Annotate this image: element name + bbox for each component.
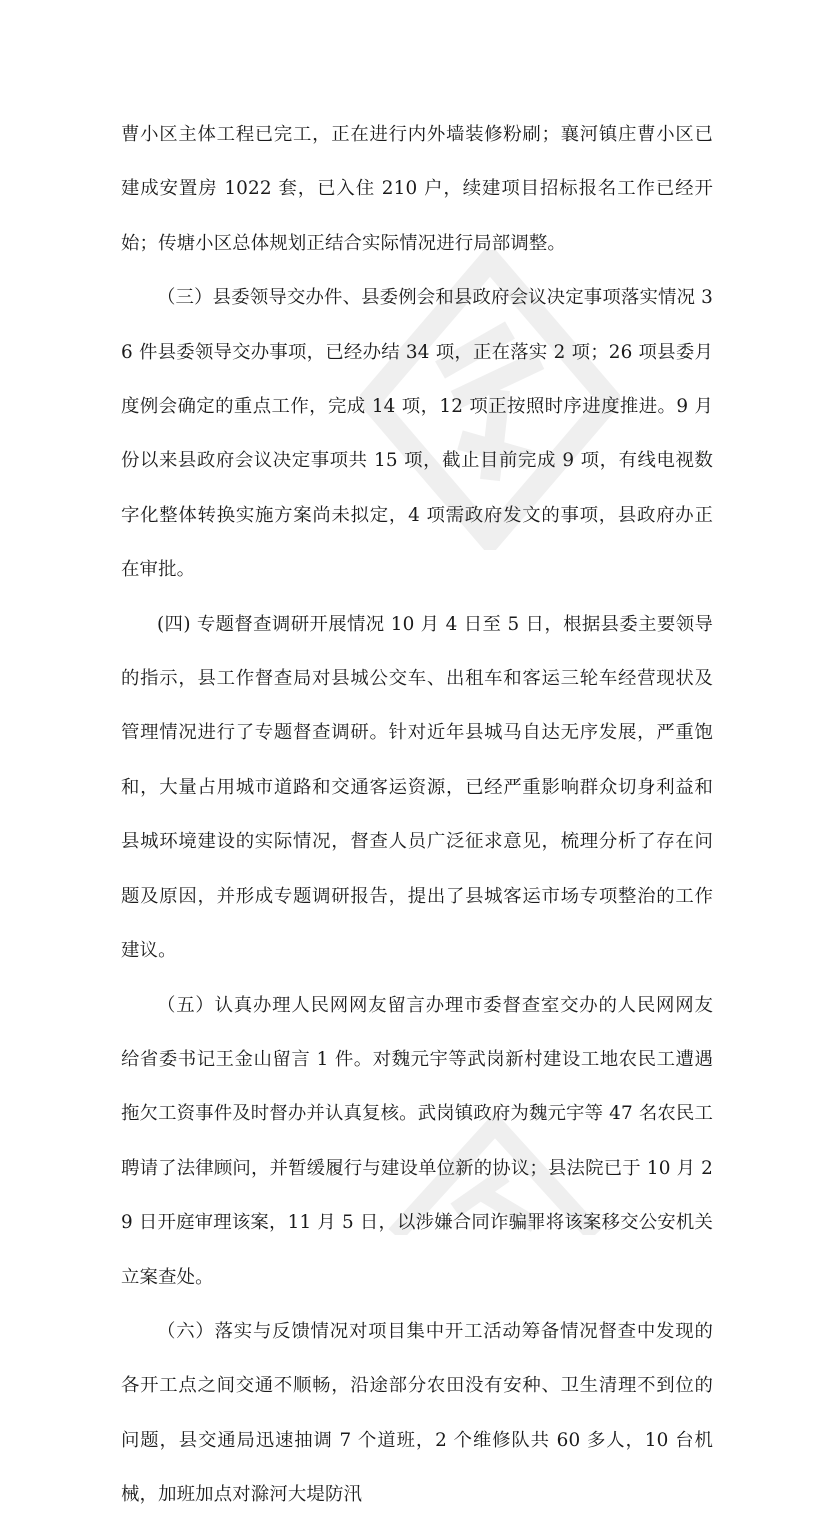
paragraph-section-6: （六）落实与反馈情况对项目集中开工活动筹备情况督查中发现的各开工点之间交通不顺畅，沿途部分农田没有安种、卫生清理不到位的问题，县交通局迅速抽调 7 个道班，2 个维修队共 60 多人，10 台机械，加班加点对滁河大堤防汛 [121,1320,713,1506]
document-body [121,108,713,1523]
paragraph-section-4: (四) 专题督查调研开展情况 10 月 4 日至 5 日，根据县委主要领导的指示，县工作督查局对县城公交车、出租车和客运三轮车经营现状及管理情况进行了专题督查调研。针对近年县城马自达无序发展，严重饱和，大量占用城市道路和交通客运资源，已经严重影响群众切身利益和县城环境建设的实际情况，督查人员广泛征求意见，梳理分析了存在问题及原因，并形成专题调研报告，提出了县城客运市场专项整治的工作建议。 [121,613,713,962]
paragraph-section-5: （五）认真办理人民网网友留言办理市委督查室交办的人民网网友给省委书记王金山留言 1 件。对魏元宇等武岗新村建设工地农民工遭遇拖欠工资事件及时督办并认真复核。武岗镇政府为魏元宇等 47 名农民工聘请了法律顾问，并暂缓履行与建设单位新的协议；县法院已于 10 月 29 日开庭审理该案，11 月 5 日，以涉嫌合同诈骗罪将该案移交公安机关立案查处。 [121,994,713,1288]
paragraph-continuation: 曹小区主体工程已完工，正在进行内外墙装修粉刷；襄河镇庄曹小区已建成安置房 1022 套，已入住 210 户，续建项目招标报名工作已经开始；传塘小区总体规划正结合实际情况进行局部调整。 [121,124,713,254]
paragraph-section-3: （三）县委领导交办件、县委例会和县政府会议决定事项落实情况 36 件县委领导交办事项，已经办结 34 项，正在落实 2 项；26 项县委月度例会确定的重点工作，完成 14 项，12 项正按照时序进度推进。9 月份以来县政府会议决定事项共 15 项，截止目前完成 9 项，有线电视数字化整体转换实施方案尚未拟定，4 项需政府发文的事项，县政府办正在审批。 [121,287,713,581]
